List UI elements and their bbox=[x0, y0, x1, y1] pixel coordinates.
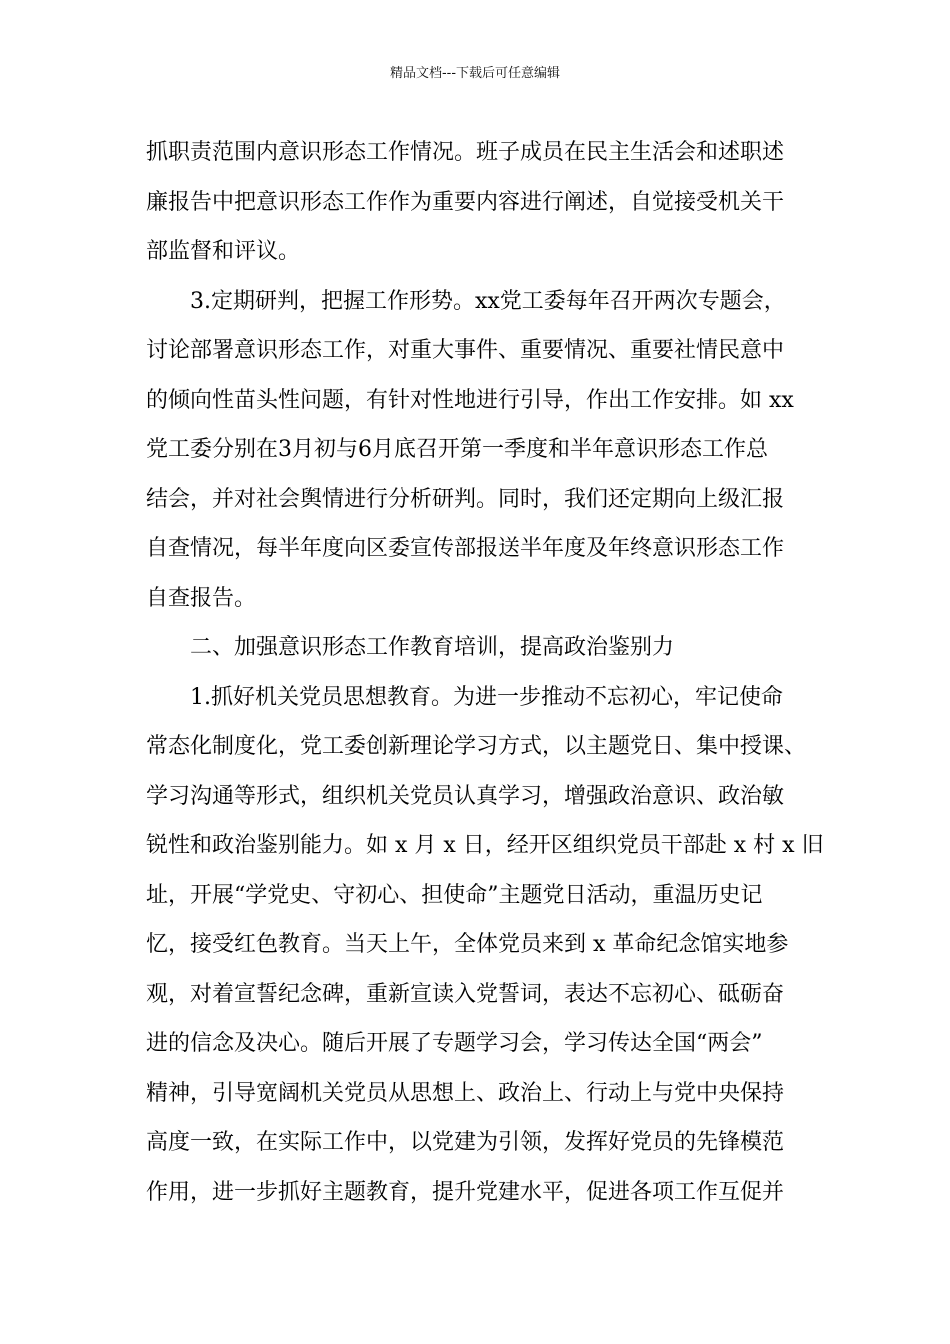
text-line: 自查报告。 bbox=[146, 585, 257, 611]
text-line: 抓职责范围内意识形态工作情况。班子成员在民主生活会和述职述 bbox=[146, 140, 785, 165]
text-line: 忆，接受红色教育。当天上午，全体党员来到 x 革命纪念馆实地参 bbox=[146, 932, 789, 957]
text-line: 3.定期研判，把握工作形势。xx党工委每年召开两次专题会， bbox=[190, 288, 786, 314]
text-line: 1.抓好机关党员思想教育。为进一步推动不忘初心，牢记使命 bbox=[190, 684, 783, 710]
text-line: 讨论部署意识形态工作，对重大事件、重要情况、重要社情民意中 bbox=[146, 338, 785, 363]
text-line: 精神，引导宽阔机关党员从思想上、政治上、行动上与党中央保持 bbox=[146, 1080, 785, 1106]
text-line: 锐性和政治鉴别能力。如 x 月 x 日，经开区组织党员干部赴 x 村 x 旧 bbox=[146, 833, 824, 858]
document-body bbox=[146, 128, 824, 1217]
text-line: 党工委分别在3月初与6月底召开第一季度和半年意识形态工作总 bbox=[146, 437, 768, 462]
text-line: 高度一致，在实际工作中，以党建为引领，发挥好党员的先锋模范 bbox=[146, 1130, 785, 1155]
text-line: 结会，并对社会舆情进行分析研判。同时，我们还定期向上级汇报 bbox=[146, 486, 785, 512]
text-line: 常态化制度化，党工委创新理论学习方式，以主题党日、集中授课、 bbox=[146, 734, 807, 759]
text-line: 址，开展“学党史、守初心、担使命”主题党日活动，重温历史记 bbox=[146, 882, 763, 908]
text-line: 自查情况，每半年度向区委宣传部报送半年度及年终意识形态工作 bbox=[146, 536, 785, 561]
text-line: 进的信念及决心。随后开展了专题学习会，学习传达全国“两会” bbox=[146, 1031, 763, 1056]
text-line: 廉报告中把意识形态工作作为重要内容进行阐述，自觉接受机关干 bbox=[146, 189, 785, 215]
text-line: 观，对着宣誓纪念碑，重新宣读入党誓词，表达不忘初心、砥砺奋 bbox=[146, 981, 785, 1007]
page-header: 精品文档---下载后可任意编辑 bbox=[389, 66, 561, 81]
text-line: 二、加强意识形态工作教育培训，提高政治鉴别力 bbox=[190, 635, 675, 660]
text-line: 的倾向性苗头性问题，有针对性地进行引导，作出工作安排。如 xx bbox=[146, 387, 794, 413]
text-line: 学习沟通等形式，组织机关党员认真学习，增强政治意识、政治敏 bbox=[146, 783, 785, 809]
text-line: 部监督和评议。 bbox=[146, 239, 301, 264]
text-line: 作用，进一步抓好主题教育，提升党建水平，促进各项工作互促并 bbox=[146, 1179, 785, 1205]
